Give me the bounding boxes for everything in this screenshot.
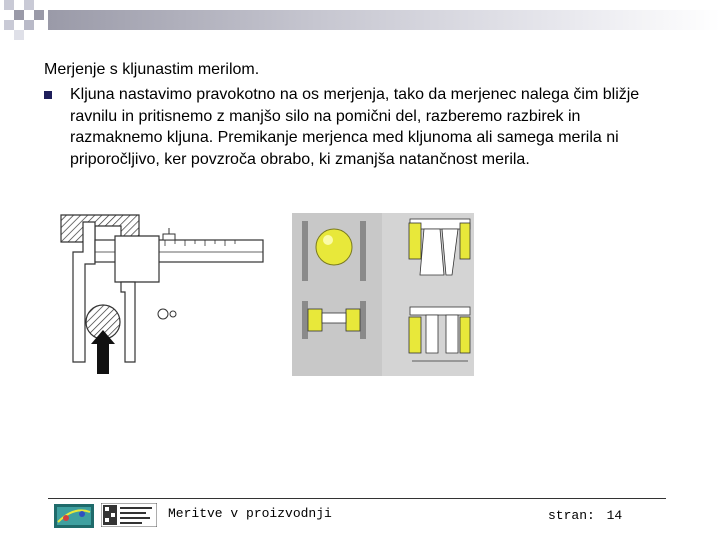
jaw-position-examples-figure bbox=[292, 213, 474, 381]
header-gradient-bar bbox=[48, 10, 720, 30]
page-label: stran: bbox=[548, 508, 595, 523]
laboratory-logo-icon bbox=[101, 503, 157, 527]
jaw-examples-icon bbox=[292, 213, 474, 376]
bullet-item bbox=[44, 84, 644, 170]
footer-page-number bbox=[548, 508, 622, 523]
institution-logo-icon bbox=[54, 504, 94, 528]
footer-divider bbox=[48, 498, 666, 499]
caliper-diagram-icon bbox=[55, 212, 270, 377]
square-bullet-icon bbox=[44, 91, 52, 99]
page-number: 14 bbox=[606, 508, 623, 523]
caliper-measuring-figure bbox=[55, 212, 270, 382]
slide-title: Merjenje s kljunastim merilom. bbox=[44, 61, 260, 78]
footer-course-title: Meritve v proizvodnji bbox=[168, 506, 332, 521]
footer-logo-right bbox=[101, 503, 157, 532]
footer-logo-left bbox=[54, 504, 94, 533]
bullet-text: Kljuna nastavimo pravokotno na os merjenja, tako da merjenec nalega čim bližje ravnilu in pritisnemo z manjšo silo na pomični del, razberemo razbirek in razmaknemo kljuna. Premikanje merjenca med kljunoma ali samega merila ni priporočljivo, ker povzroča obrabo, ki zmanjša natančnost merila. bbox=[70, 86, 640, 168]
top-decoration bbox=[0, 0, 720, 40]
